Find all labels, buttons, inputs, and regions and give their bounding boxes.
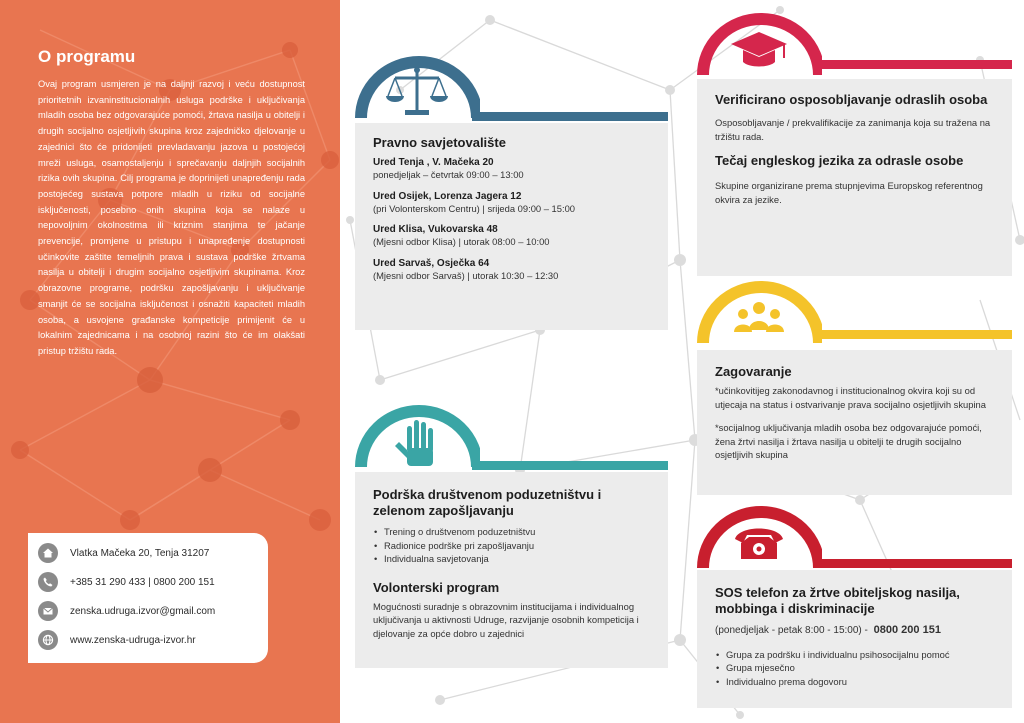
graduation-cap-icon	[731, 32, 787, 67]
office-detail: ponedjeljak – četvrtak 09:00 – 13:00	[373, 169, 524, 180]
training-bar	[814, 60, 1012, 69]
web-text: www.zenska-udruga-izvor.hr	[70, 634, 196, 646]
home-icon	[38, 543, 58, 563]
address-text: Vlatka Mačeka 20, Tenja 31207	[70, 547, 210, 559]
contact-email[interactable]	[38, 600, 215, 622]
office-osijek	[373, 191, 650, 216]
advocacy-bar	[814, 330, 1012, 339]
contact-phone[interactable]	[38, 571, 215, 593]
hand-icon	[395, 420, 433, 466]
volunteer-text: Mogućnosti suradnje s obrazovnim institucijama i individualnog uključivanja u aktivnosti Udruge, razvijanje osobnih kompeticija i djelovanje za opće dobro u zajednici	[373, 600, 639, 639]
office-detail: (Mjesni odbor Sarvaš) | utorak 10:30 – 12:30	[373, 269, 559, 281]
advocacy-card	[697, 350, 1012, 495]
contact-web[interactable]	[38, 629, 196, 651]
entrepreneurship-list	[373, 525, 650, 566]
office-detail: (pri Volonterskom Centru) | srijeda 09:00 – 15:00	[373, 202, 576, 214]
mail-icon	[38, 601, 58, 621]
contact-address	[38, 542, 209, 564]
entrepreneurship-arc	[355, 404, 480, 470]
list-item: • Radionice podrške pri zapošljavanju	[373, 539, 650, 553]
advocacy-arc	[697, 280, 822, 346]
globe-icon	[38, 630, 58, 650]
office-klisa	[373, 224, 650, 249]
training-card	[697, 79, 1012, 276]
contact-box	[28, 533, 268, 663]
sos-bar	[814, 559, 1012, 568]
legal-arc	[355, 56, 480, 121]
program-title: O programu	[38, 47, 136, 66]
advocacy-text-1: *učinkovitijeg zakonodavnog i institucionalnog okvira koji su od utjecaja na status i ostvarivanje prava socijalno osjetljivih skupina	[715, 385, 986, 410]
sos-arc	[697, 505, 822, 571]
sos-hours: (ponedjeljak - petak 8:00 - 15:00) -	[715, 625, 868, 636]
list-item: • Trening o društvenom poduzetništvu	[373, 525, 650, 539]
sos-list	[715, 648, 994, 689]
volunteer-title: Volonterski program	[373, 579, 500, 595]
sos-card	[697, 570, 1012, 708]
legal-card	[355, 123, 668, 330]
office-name: Ured Tenja , V. Mačeka 20	[373, 157, 494, 168]
list-item: • Grupa za podršku i individualnu psihosocijalnu pomoć	[715, 648, 994, 662]
training-text: Osposobljavanje / prekvalifikacije za zanimanja koja su tražena na tržištu rada.	[715, 117, 991, 142]
phone-icon	[38, 572, 58, 592]
office-detail: (Mjesni odbor Klisa) | utorak 08:00 – 10:00	[373, 236, 550, 247]
sos-title: SOS telefon za žrtve obiteljskog nasilja, mobbinga i diskriminacije	[715, 585, 960, 616]
scales-icon	[386, 67, 448, 115]
advocacy-title: Zagovaranje	[715, 364, 792, 379]
sos-hours-line	[715, 624, 994, 638]
legal-title: Pravno savjetovalište	[373, 135, 506, 150]
email-text: zenska.udruga.izvor@gmail.com	[70, 605, 216, 617]
advocacy-text-2: *socijalnog uključivanja mladih osoba bez odgovarajuće pomoći, žena žrtvi nasilja i žrtava nasilja u obitelji te drugih socijalno osjetljivih skupina	[715, 422, 982, 460]
group-icon	[734, 302, 784, 332]
office-name: Ured Sarvaš, Osječka 64	[373, 257, 490, 269]
office-sarvas	[373, 258, 650, 283]
entrepreneurship-title: Podrška društvenom poduzetništvu i zelenom zapošljavanju	[373, 487, 602, 518]
list-item: • Individualna savjetovanja	[373, 552, 650, 566]
entrepreneurship-bar	[472, 461, 668, 470]
english-title: Tečaj engleskog jezika za odrasle osobe	[715, 153, 964, 168]
program-text: Ovaj program usmjeren je na daljnji razvoj i veću dostupnost prioritetnih izvaninstitucionalnih usluga podrške i uključivanja mladih osoba bez odgovarajuće pomoći, žrtava nasilja u obitelji i drugih socijalno osjetljivih skupina kroz zajedničko djelovanje u zajednici što će pridonijeti prevladavanju jazova u postojećoj mreži usluga, osamostaljenju i sprečavanju daljnjih socijalnih rizika ovih skupina. Cilj programa je doprinijeti unapređenju rada postojećeg sustava potpore mladih u riziku od socijalne isključenosti, posebno onih skupina koja se nalaze u nepovoljnim okolnostima ili kriznim stanjima te jačanje prevencije, promjene u pristupu i unapređenje dostupnosti učinkovite zaštite temeljnih prava i sustava podrške žrtvama nasilja u obitelji i drugim socijalno osjetljivim skupinama. Kroz obrazovne programe, podršku zapošljavanju i uključivanje smanjit će se socijalna isključenost i osnažiti kapaciteti mladih osoba, a usvojene građanske kompeticije primijenit će u lokalnim zajednicama i na osobnoj razini što će im olakšati pristup tržištu rada.	[38, 79, 305, 356]
sos-number[interactable]: 0800 200 151	[873, 624, 941, 636]
training-arc	[697, 12, 822, 78]
office-tenja	[373, 157, 650, 182]
list-item: • Individualno prema dogovoru	[715, 675, 994, 689]
training-title: Verificirano osposobljavanje odraslih osoba	[715, 92, 988, 107]
legal-bar	[472, 112, 668, 121]
phone-text: +385 31 290 433 | 0800 200 151	[70, 576, 215, 588]
list-item: • Grupa mjesečno	[715, 661, 994, 675]
english-text: Skupine organizirane prema stupnjevima Europskog referentnog okvira za jezike.	[715, 180, 983, 205]
program-panel	[0, 0, 340, 723]
office-name: Ured Osijek, Lorenza Jagera 12	[373, 190, 522, 202]
entrepreneurship-card	[355, 472, 668, 668]
telephone-icon	[735, 529, 783, 560]
office-name: Ured Klisa, Vukovarska 48	[373, 224, 498, 235]
